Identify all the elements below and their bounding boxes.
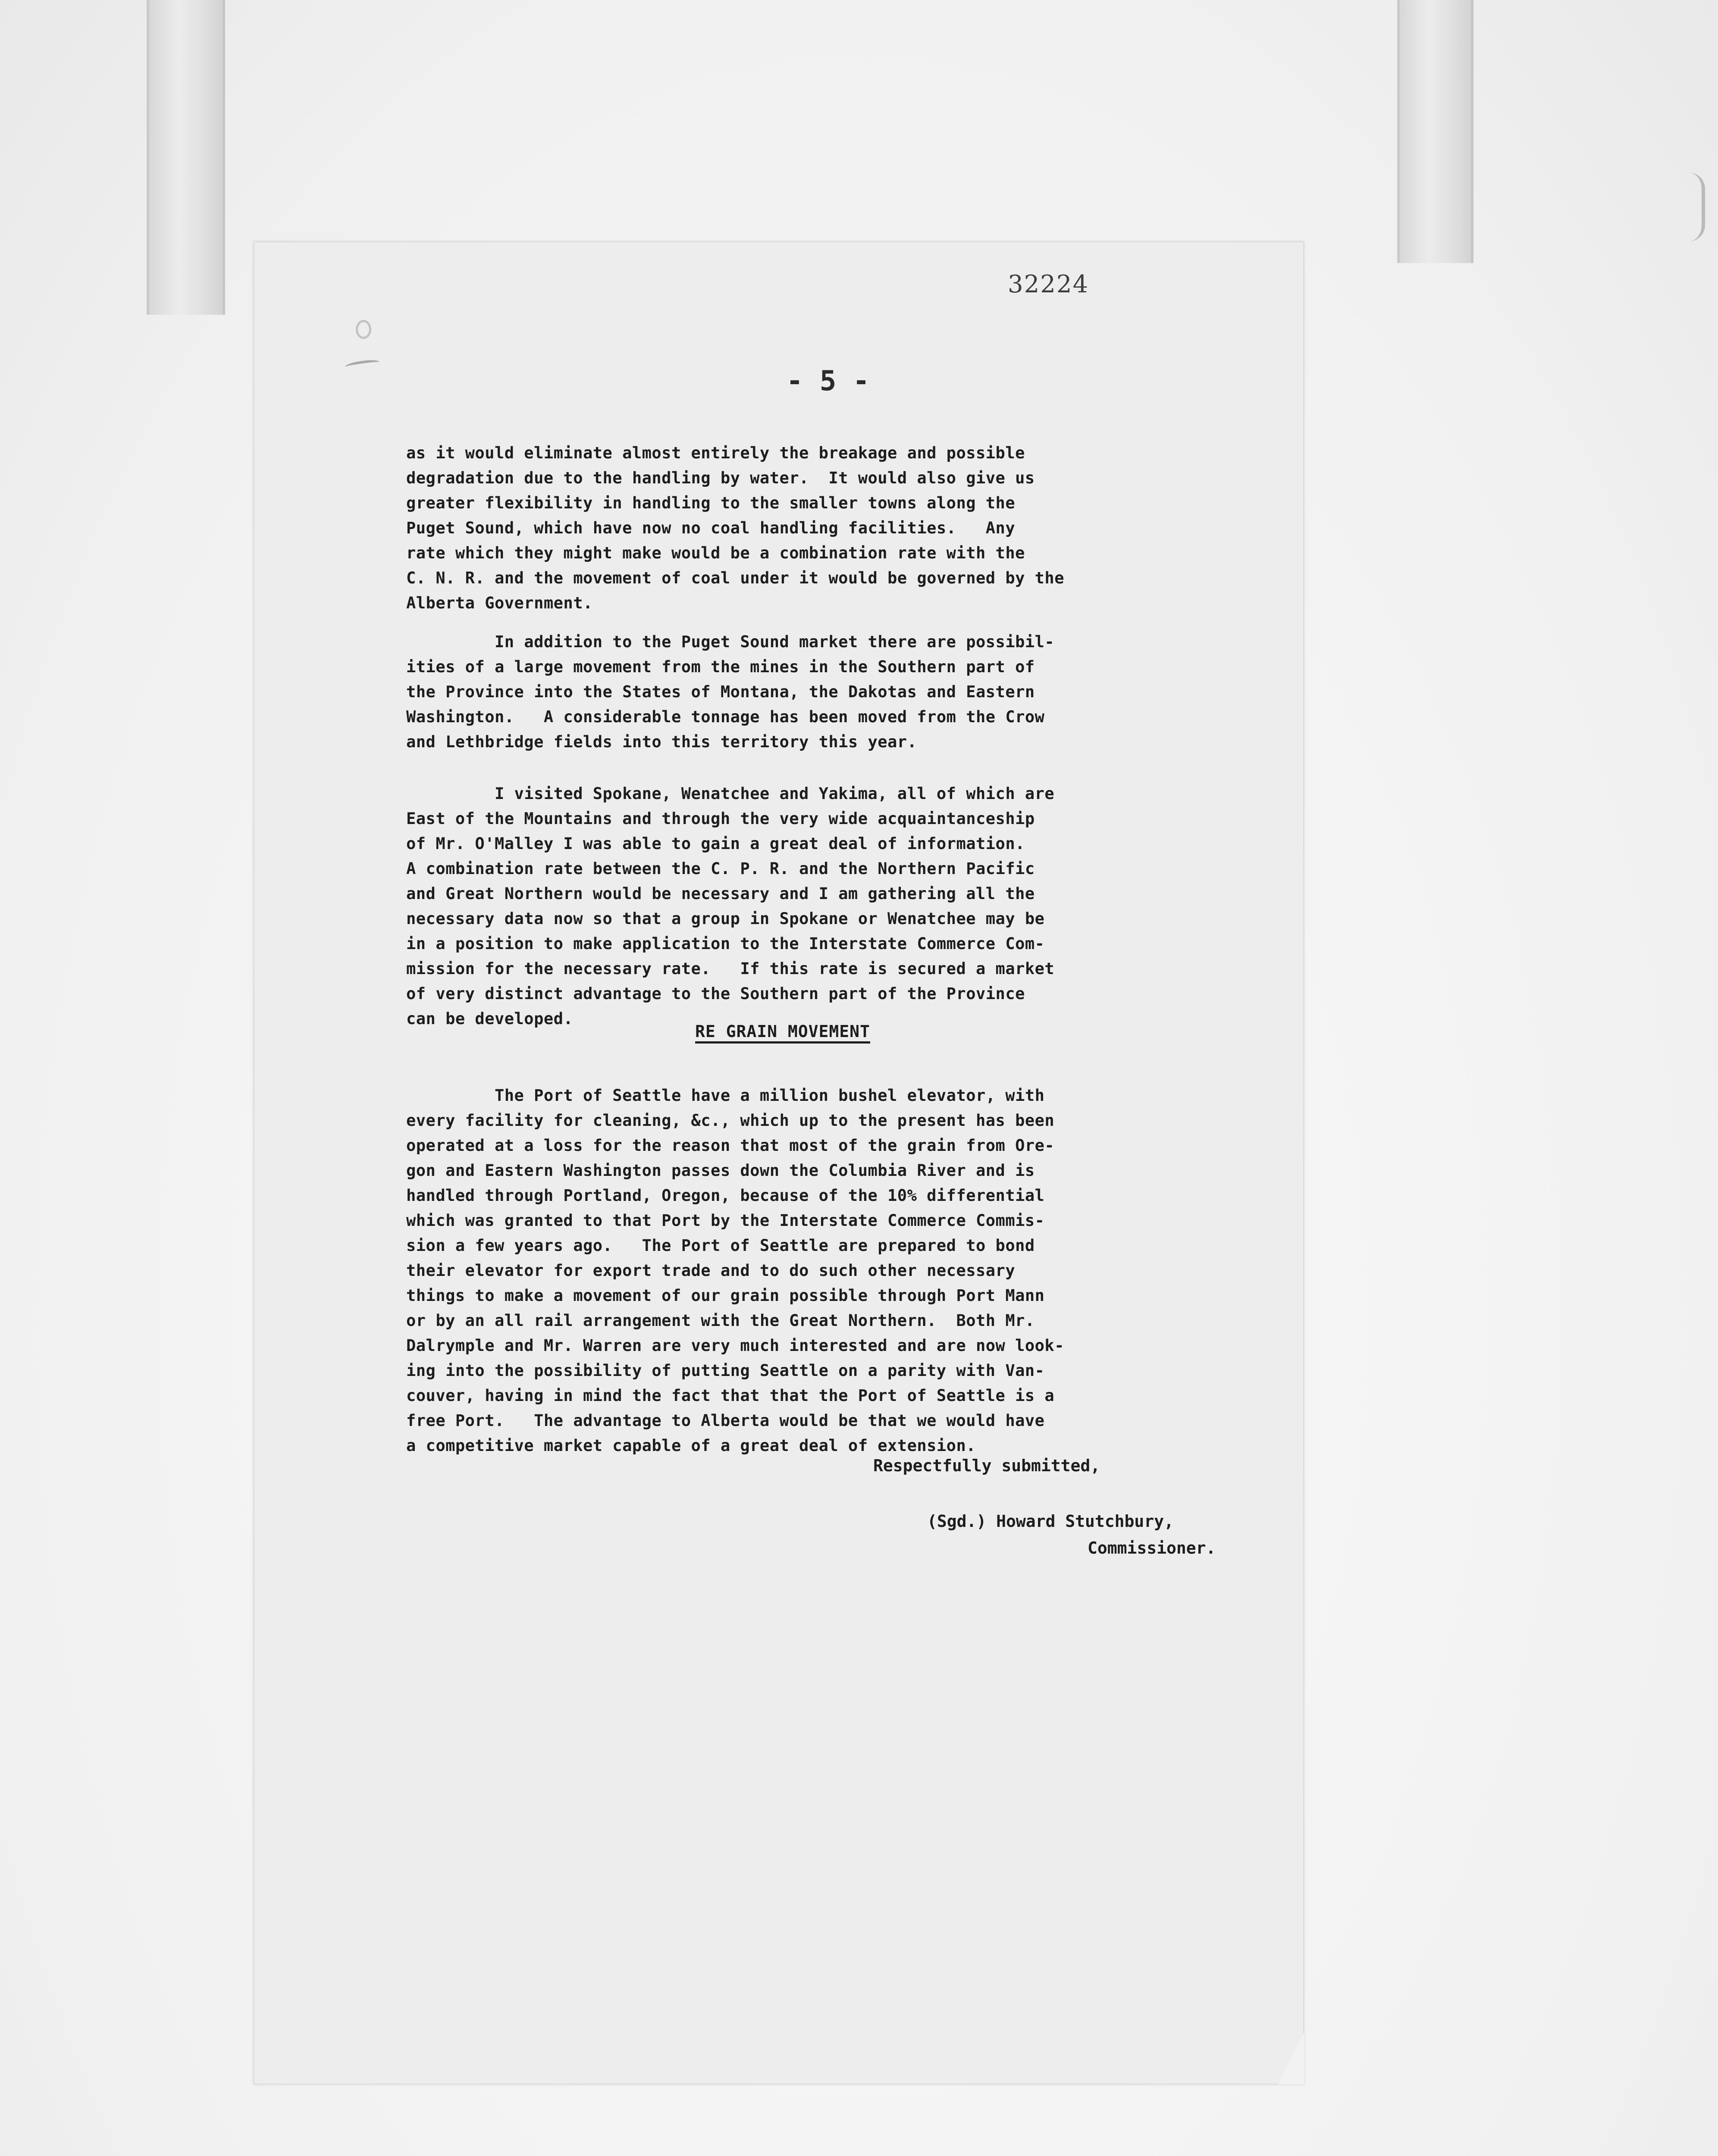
text-line: sion a few years ago. The Port of Seattle are prepared to bond xyxy=(406,1236,1035,1255)
text-line: of very distinct advantage to the Southern part of the Province xyxy=(406,984,1025,1003)
text-line: degradation due to the handling by water. It would also give us xyxy=(406,469,1035,487)
text-line: C. N. R. and the movement of coal under it would be governed by the xyxy=(406,569,1064,587)
text-line: East of the Mountains and through the very wide acquaintanceship xyxy=(406,809,1035,828)
text-line: ities of a large movement from the mines in the Southern part of xyxy=(406,658,1035,676)
text-line: or by an all rail arrangement with the Great Northern. Both Mr. xyxy=(406,1311,1035,1330)
text-line: couver, having in mind the fact that that the Port of Seattle is a xyxy=(406,1386,1055,1405)
text-line: greater flexibility in handling to the smaller towns along the xyxy=(406,494,1016,512)
text-line: ing into the possibility of putting Seattle on a parity with Van- xyxy=(406,1361,1045,1380)
mounting-tape xyxy=(147,0,225,315)
text-line: operated at a loss for the reason that most of the grain from Ore- xyxy=(406,1136,1055,1155)
text-line: as it would eliminate almost entirely the breakage and possible xyxy=(406,444,1025,462)
text-line: necessary data now so that a group in Spokane or Wenatchee may be xyxy=(406,909,1045,928)
signature-block xyxy=(927,1508,1216,1561)
section-heading: RE GRAIN MOVEMENT xyxy=(695,1022,870,1041)
text-line: Dalrymple and Mr. Warren are very much interested and are now look- xyxy=(406,1336,1064,1355)
text-line: and Lethbridge fields into this territory this year. xyxy=(406,733,917,751)
signature: (Sgd.) Howard Stutchbury, xyxy=(927,1512,1174,1531)
text-line: in a position to make application to the Interstate Commerce Com- xyxy=(406,934,1045,953)
text-line: a competitive market capable of a great deal of extension. xyxy=(406,1436,976,1455)
text-line: gon and Eastern Washington passes down the Columbia River and is xyxy=(406,1161,1035,1180)
text-line: their elevator for export trade and to do such other necessary xyxy=(406,1261,1016,1280)
paragraph-spokane-visit xyxy=(406,781,1290,1031)
paragraph-coal-handling xyxy=(406,441,1290,616)
text-line: mission for the necessary rate. If this rate is secured a market xyxy=(406,959,1055,978)
text-line: A combination rate between the C. P. R. and the Northern Pacific xyxy=(406,859,1035,878)
typed-page xyxy=(254,241,1304,2084)
text-line: Puget Sound, which have now no coal handling facilities. Any xyxy=(406,519,1016,537)
document-number: 32224 xyxy=(1008,270,1089,298)
text-line: The Port of Seattle have a million bushel elevator, with xyxy=(406,1086,1045,1105)
paragraph-southern-markets xyxy=(406,630,1290,755)
signature-title: Commissioner. xyxy=(1088,1539,1216,1557)
paper-mark xyxy=(345,359,379,370)
text-line: rate which they might make would be a combination rate with the xyxy=(406,544,1025,562)
text-line: of Mr. O'Malley I was able to gain a great deal of information. xyxy=(406,834,1025,853)
punch-hole xyxy=(356,320,371,339)
text-line: every facility for cleaning, &c., which up to the present has been xyxy=(406,1111,1055,1130)
page-corner xyxy=(1278,2033,1304,2084)
text-line: and Great Northern would be necessary and I am gathering all the xyxy=(406,884,1035,903)
text-line: I visited Spokane, Wenatchee and Yakima, all of which are xyxy=(406,784,1055,803)
edge-mark xyxy=(1689,172,1705,241)
text-line: Alberta Government. xyxy=(406,594,593,612)
text-line: handled through Portland, Oregon, because of the 10% differential xyxy=(406,1186,1045,1205)
text-line: In addition to the Puget Sound market there are possibil- xyxy=(406,633,1055,651)
text-line: which was granted to that Port by the Interstate Commerce Commis- xyxy=(406,1211,1045,1230)
text-line: can be developed. xyxy=(406,1009,574,1028)
text-line: Washington. A considerable tonnage has been moved from the Crow xyxy=(406,708,1045,726)
page-number: - 5 - xyxy=(786,365,870,397)
closing-salutation: Respectfully submitted, xyxy=(873,1456,1100,1475)
mounting-tape xyxy=(1397,0,1473,263)
paragraph-grain-movement xyxy=(406,1083,1290,1458)
text-line: the Province into the States of Montana, the Dakotas and Eastern xyxy=(406,683,1035,701)
text-line: free Port. The advantage to Alberta would be that we would have xyxy=(406,1411,1045,1430)
text-line: things to make a movement of our grain possible through Port Mann xyxy=(406,1286,1045,1305)
